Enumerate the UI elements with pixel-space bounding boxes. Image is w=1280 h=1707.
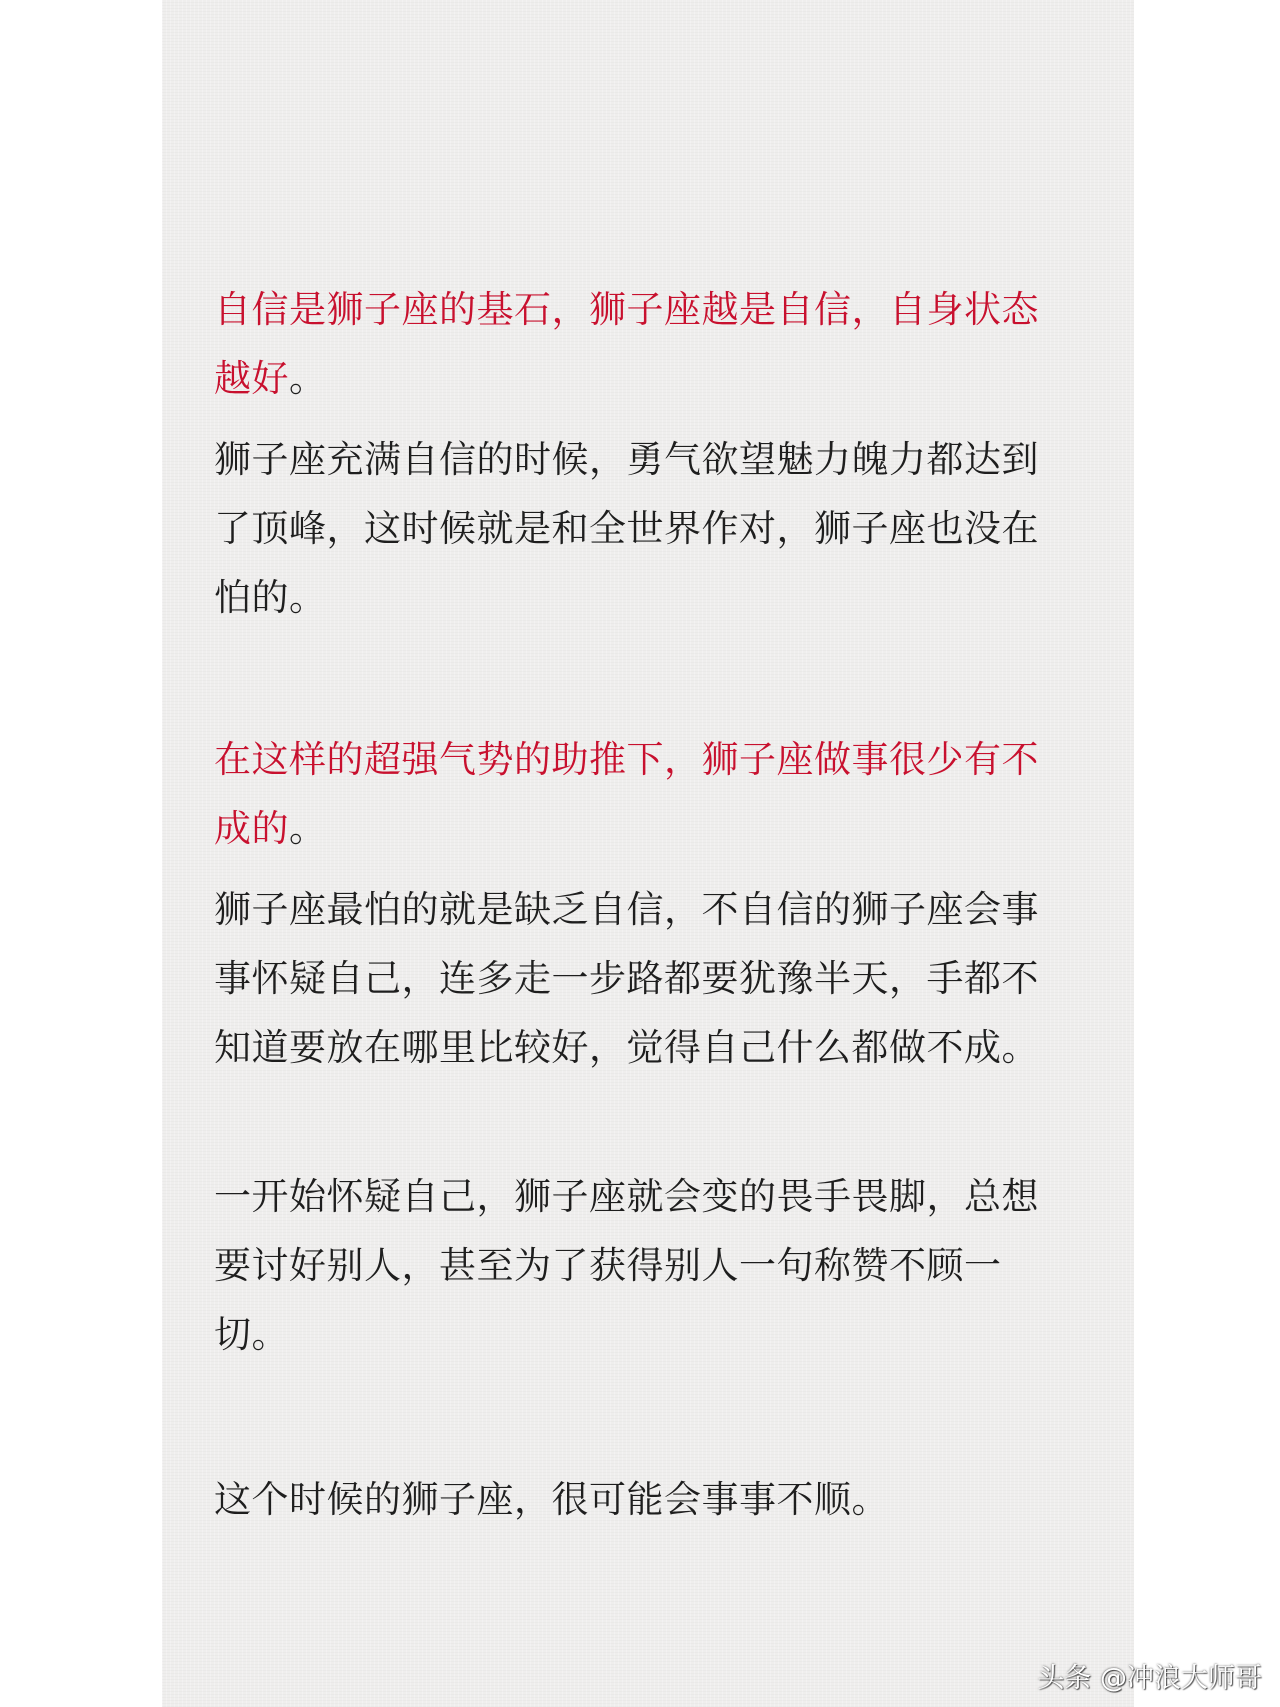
highlight-paragraph-1 — [214, 275, 1054, 413]
body-paragraph-2: 狮子座最怕的就是缺乏自信，不自信的狮子座会事事怀疑自己，连多走一步路都要犹豫半天，手都不知道要放在哪里比较好，觉得自己什么都做不成。 — [214, 888, 1039, 1069]
body-paragraph-1: 狮子座充满自信的时候，勇气欲望魅力魄力都达到了顶峰，这时候就是和全世界作对，狮子座也没在怕的。 — [214, 438, 1039, 619]
body-paragraph-3: 一开始怀疑自己，狮子座就会变的畏手畏脚，总想要讨好别人，甚至为了获得别人一句称赞不顾一切。 — [214, 1175, 1039, 1356]
body-paragraph-4: 这个时候的狮子座，很可能会事事不顺。 — [214, 1478, 889, 1521]
watermark: 头条 @冲浪大师哥 — [1037, 1663, 1262, 1694]
highlight-tail-2: 。 — [289, 807, 327, 850]
highlight-tail-1: 。 — [289, 357, 327, 400]
highlight-paragraph-2 — [214, 725, 1054, 863]
highlight-text-1: 自信是狮子座的基石，狮子座越是自信，自身状态越好 — [214, 288, 1039, 400]
highlight-text-2: 在这样的超强气势的助推下，狮子座做事很少有不成的 — [214, 738, 1039, 850]
